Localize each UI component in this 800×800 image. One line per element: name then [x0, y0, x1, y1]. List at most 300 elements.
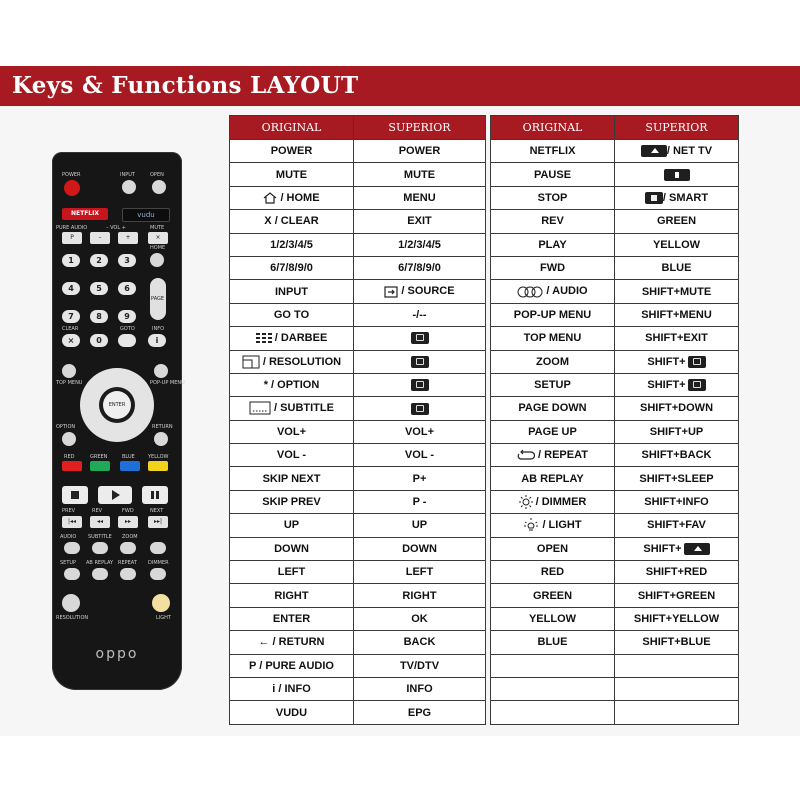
original-cell-text: ENTER: [272, 613, 311, 625]
original-cell: [491, 701, 615, 724]
table-row: [491, 677, 739, 700]
superior-cell-text: BLUE: [661, 262, 692, 275]
superior-cell-text: / SMART: [662, 191, 709, 204]
table-row: [230, 561, 486, 584]
superior-cell-text: BACK: [403, 636, 436, 649]
table-row: [230, 467, 486, 490]
superior-cell: [615, 256, 739, 279]
superior-cell-text: EXIT: [407, 215, 432, 228]
key-icon: [411, 403, 429, 415]
table-row: [230, 514, 486, 537]
original-cell: [491, 444, 615, 467]
original-cell-text: 1/2/3/4/5: [270, 238, 313, 251]
pure-audio-label: PURE AUDIO: [56, 225, 88, 231]
original-cell: [230, 561, 354, 584]
original-cell: [491, 163, 615, 186]
superior-cell: [615, 607, 739, 630]
superior-cell: [354, 561, 486, 584]
superior-cell-text: P -: [412, 496, 427, 509]
superior-cell-text: SHIFT+BLUE: [642, 636, 711, 649]
key-map-table-right: [490, 115, 739, 725]
info-label: INFO: [152, 326, 165, 332]
original-cell-text: / REPEAT: [538, 449, 588, 462]
header-original: ORIGINAL: [491, 116, 615, 140]
stop-button: [62, 486, 88, 504]
play-button: [98, 486, 132, 504]
top-menu-button: [62, 364, 76, 378]
num-key-0: 0: [90, 334, 108, 347]
table-row: [491, 327, 739, 350]
original-cell-text: / DIMMER: [535, 495, 587, 508]
original-cell-text: i / INFO: [272, 683, 311, 696]
superior-cell: [615, 327, 739, 350]
netflix-button: NETFLIX: [62, 208, 108, 220]
superior-cell-text: SHIFT+INFO: [644, 496, 709, 509]
original-cell-text: PAGE UP: [528, 425, 577, 438]
original-cell: [230, 444, 354, 467]
original-cell-text: P / PURE AUDIO: [249, 659, 334, 672]
original-cell: [230, 210, 354, 233]
superior-cell-text: SHIFT+RED: [645, 566, 708, 579]
original-cell-text: / DARBEE: [274, 332, 328, 345]
original-cell-text: DOWN: [274, 542, 309, 555]
3d-button: [150, 542, 166, 554]
superior-cell-text: MENU: [403, 191, 436, 204]
superior-cell-text: SHIFT+YELLOW: [633, 613, 720, 625]
num-key-4: 4: [62, 282, 80, 295]
original-cell-text: OPEN: [536, 542, 569, 555]
pause-key-icon: [664, 169, 690, 181]
original-cell: [491, 373, 615, 396]
original-cell-text: POWER: [270, 145, 313, 158]
original-cell-text: BLUE: [537, 636, 568, 649]
superior-cell: [354, 701, 486, 724]
superior-cell: [615, 631, 739, 654]
superior-cell: [354, 256, 486, 279]
original-cell: [230, 350, 354, 373]
original-cell: [230, 163, 354, 186]
subtitle-icon: [249, 401, 271, 415]
num-key-9: 9: [118, 310, 136, 323]
prev-label: PREV: [62, 508, 76, 514]
option-label: OPTION: [56, 424, 76, 430]
original-cell-text: LEFT: [277, 566, 306, 579]
home-icon: [263, 192, 277, 204]
original-cell-text: UP: [283, 519, 300, 532]
option-button: [62, 432, 76, 446]
table-row: [491, 210, 739, 233]
original-cell-text: ZOOM: [536, 355, 569, 368]
original-cell-text: X / CLEAR: [264, 215, 319, 228]
key-map-table-left: [229, 115, 486, 725]
table-row: [491, 607, 739, 630]
superior-cell: [354, 631, 486, 654]
table-row: [491, 701, 739, 724]
superior-cell: [354, 327, 486, 350]
table-row: [491, 537, 739, 560]
key-icon: [411, 356, 429, 368]
original-cell-text: RIGHT: [274, 589, 309, 602]
superior-cell-text: EPG: [407, 706, 432, 719]
key-icon: [411, 379, 429, 391]
original-cell-text: SETUP: [534, 379, 571, 392]
key-icon: [411, 332, 429, 344]
repeat-button: [120, 568, 136, 580]
original-cell-text: / AUDIO: [546, 285, 588, 298]
superior-cell: [354, 163, 486, 186]
original-cell-text: 6/7/8/9/0: [270, 262, 313, 275]
superior-cell-text: TV/DTV: [399, 659, 440, 672]
original-cell-text: POP-UP MENU: [513, 308, 592, 321]
page-label: PAGE: [151, 296, 165, 302]
superior-cell: [354, 444, 486, 467]
table-row: [230, 607, 486, 630]
superior-cell: [354, 514, 486, 537]
table-row: [491, 420, 739, 443]
remote-control-image: [52, 152, 185, 690]
ab-replay-button: [92, 568, 108, 580]
superior-cell: [615, 163, 739, 186]
superior-cell: [615, 537, 739, 560]
audio-label: AUDIO: [60, 534, 77, 540]
superior-cell: [615, 303, 739, 326]
superior-cell: [354, 140, 486, 163]
table-row: [491, 467, 739, 490]
next-label: NEXT: [150, 508, 164, 514]
table-row: [230, 186, 486, 209]
superior-cell: [354, 280, 486, 303]
original-cell: [491, 537, 615, 560]
superior-cell: [354, 186, 486, 209]
popup-menu-button: [154, 364, 168, 378]
superior-cell: [615, 467, 739, 490]
superior-cell: [615, 373, 739, 396]
original-cell: [491, 607, 615, 630]
eject-key-icon: [684, 543, 710, 555]
original-cell: [230, 537, 354, 560]
table-row: [491, 584, 739, 607]
rev-label: REV: [92, 508, 103, 514]
superior-cell: [354, 303, 486, 326]
superior-cell: [615, 701, 739, 724]
original-cell: [230, 467, 354, 490]
table-row: [491, 163, 739, 186]
superior-cell-text: VOL+: [404, 425, 435, 438]
num-key-8: 8: [90, 310, 108, 323]
rev-button: ◂◂: [90, 516, 110, 528]
original-cell: [491, 677, 615, 700]
table-row: [491, 631, 739, 654]
table-row: [491, 350, 739, 373]
table-row: [491, 490, 739, 513]
table-row: [230, 163, 486, 186]
superior-cell-text: SHIFT+BACK: [641, 449, 712, 462]
original-cell: [491, 350, 615, 373]
num-key-1: 1: [62, 254, 80, 267]
original-cell-text: PAUSE: [533, 168, 572, 181]
original-cell-text: FWD: [539, 262, 566, 275]
home-button: [150, 253, 164, 267]
superior-cell-text: MUTE: [403, 168, 436, 181]
original-cell-text: TOP MENU: [523, 332, 582, 345]
mute-label: MUTE: [150, 225, 165, 231]
original-cell: [491, 140, 615, 163]
original-cell: [491, 420, 615, 443]
original-cell: [230, 654, 354, 677]
table-row: [230, 210, 486, 233]
original-cell-text: INPUT: [275, 285, 308, 298]
superior-cell: [615, 233, 739, 256]
table-row: [491, 303, 739, 326]
power-label: POWER: [62, 172, 81, 178]
superior-cell-text: / SOURCE: [401, 285, 455, 298]
original-cell: [230, 701, 354, 724]
header-original: ORIGINAL: [230, 116, 354, 140]
original-cell: [230, 584, 354, 607]
repeat-icon: [517, 449, 535, 461]
original-cell-text: NETFLIX: [529, 145, 576, 158]
superior-cell: [354, 210, 486, 233]
original-cell-text: / LIGHT: [542, 519, 582, 532]
superior-cell: [354, 420, 486, 443]
num-key-3: 3: [118, 254, 136, 267]
original-cell: [491, 327, 615, 350]
clear-button: ×: [62, 334, 80, 347]
red-key: [62, 461, 82, 471]
pause-button: [142, 486, 168, 504]
prev-button: |◂◂: [62, 516, 82, 528]
superior-cell: [354, 654, 486, 677]
original-cell: [230, 397, 354, 420]
original-cell: [230, 373, 354, 396]
table-row: [230, 631, 486, 654]
top-menu-label: TOP MENU: [56, 380, 83, 386]
superior-cell: [615, 444, 739, 467]
original-cell-text: VOL+: [276, 425, 307, 438]
goto-button: [118, 334, 136, 347]
original-cell: [491, 631, 615, 654]
original-cell-text: MUTE: [275, 168, 308, 181]
table-row: [230, 233, 486, 256]
blue-label: BLUE: [122, 454, 135, 460]
table-row: [491, 654, 739, 677]
goto-label: GOTO: [120, 326, 135, 332]
setup-button: [64, 568, 80, 580]
zoom-label: ZOOM: [122, 534, 138, 540]
superior-cell-text: RIGHT: [402, 589, 437, 602]
table-row: [491, 397, 739, 420]
superior-cell-text: 1/2/3/4/5: [398, 238, 441, 251]
superior-cell-text: SHIFT+FAV: [647, 519, 706, 532]
home-label: HOME: [150, 245, 166, 251]
yellow-label: YELLOW: [148, 454, 169, 460]
vol-down-button: –: [90, 232, 110, 244]
table-row: [491, 444, 739, 467]
superior-cell: [354, 584, 486, 607]
yellow-key: [148, 461, 168, 471]
superior-cell-text: SHIFT+UP: [649, 425, 704, 438]
superior-cell: [615, 654, 739, 677]
table-row: [230, 537, 486, 560]
original-cell: [230, 490, 354, 513]
original-cell-text: GO TO: [273, 308, 310, 321]
superior-cell: [354, 350, 486, 373]
superior-cell-text: SHIFT+MUTE: [641, 285, 712, 298]
resolution-label: RESOLUTION: [56, 615, 89, 621]
light-button: [152, 594, 170, 612]
darbee-icon: [256, 333, 272, 343]
original-cell: [230, 280, 354, 303]
table-row: [230, 701, 486, 724]
superior-cell: [615, 584, 739, 607]
superior-cell-text: INFO: [406, 683, 433, 696]
original-cell: [491, 584, 615, 607]
clear-label: CLEAR: [62, 326, 79, 332]
superior-cell: [354, 397, 486, 420]
key-icon: [688, 356, 706, 368]
eject-key-icon: [641, 145, 667, 157]
next-button: ▸▸|: [148, 516, 168, 528]
table-row: [230, 140, 486, 163]
original-cell-text: / SUBTITLE: [274, 402, 334, 415]
original-cell: [491, 490, 615, 513]
fwd-button: ▸▸: [118, 516, 138, 528]
table-row: [491, 280, 739, 303]
light-icon: [523, 518, 539, 532]
source-icon: [384, 286, 398, 298]
light-label: LIGHT: [156, 615, 171, 621]
superior-cell: [615, 420, 739, 443]
green-key: [90, 461, 110, 471]
return-label: RETURN: [152, 424, 173, 430]
superior-cell: [615, 397, 739, 420]
table-row: [230, 327, 486, 350]
vudu-button: vudu: [122, 208, 170, 222]
vol-label: – VOL +: [106, 225, 126, 231]
resolution-icon: [242, 355, 260, 369]
superior-cell-text: / NET TV: [666, 145, 713, 158]
superior-cell: [354, 233, 486, 256]
superior-cell: [354, 373, 486, 396]
header-banner: [0, 66, 800, 106]
superior-cell: [354, 490, 486, 513]
original-cell: [491, 514, 615, 537]
original-cell: [491, 280, 615, 303]
resolution-button: [62, 594, 80, 612]
page-title: Keys & Functions LAYOUT: [12, 72, 359, 99]
num-key-6: 6: [118, 282, 136, 295]
superior-cell-text: SHIFT+SLEEP: [639, 472, 714, 485]
superior-cell-text: GREEN: [656, 215, 697, 228]
table-row: [491, 514, 739, 537]
audio-icon: [517, 286, 543, 298]
superior-cell-text: OK: [411, 613, 428, 625]
original-cell: [491, 654, 615, 677]
original-cell: [491, 186, 615, 209]
superior-cell-text: POWER: [398, 145, 441, 158]
original-cell: [230, 256, 354, 279]
superior-cell: [615, 561, 739, 584]
original-cell-text: SKIP NEXT: [262, 472, 321, 485]
table-row: [230, 490, 486, 513]
original-cell-text: REV: [541, 215, 564, 228]
table-row: [491, 373, 739, 396]
header-superior: SUPERIOR: [615, 116, 739, 140]
original-cell: [230, 514, 354, 537]
dimmer-icon: [519, 495, 533, 509]
input-label: INPUT: [120, 172, 135, 178]
brand-logo: oppo: [95, 646, 139, 662]
original-cell-text: / RESOLUTION: [262, 355, 342, 368]
table-row: [230, 654, 486, 677]
original-cell-text: ← / RETURN: [258, 636, 325, 649]
table-row: [230, 373, 486, 396]
original-cell-text: GREEN: [532, 589, 573, 602]
table-row: [230, 256, 486, 279]
table-row: [230, 444, 486, 467]
superior-cell-text: SHIFT+MENU: [641, 308, 712, 321]
blue-key: [120, 461, 140, 471]
original-cell: [491, 256, 615, 279]
enter-button: ENTER: [103, 391, 131, 419]
table-row: [230, 420, 486, 443]
open-button: [152, 180, 166, 194]
original-cell: [230, 327, 354, 350]
open-label: OPEN: [150, 172, 164, 178]
ab-replay-label: AB REPLAY: [86, 560, 114, 566]
superior-cell-text: P+: [412, 472, 427, 485]
setup-label: SETUP: [60, 560, 77, 566]
header-superior: SUPERIOR: [354, 116, 486, 140]
superior-cell: [615, 186, 739, 209]
popup-menu-label: POP-UP MENU: [150, 380, 185, 386]
superior-cell: [615, 350, 739, 373]
superior-cell: [615, 677, 739, 700]
superior-cell-text: YELLOW: [652, 238, 701, 251]
input-button: [122, 180, 136, 194]
table-row: [491, 140, 739, 163]
original-cell-text: * / OPTION: [263, 379, 320, 392]
subtitle-label: SUBTITLE: [88, 534, 112, 540]
original-cell: [230, 140, 354, 163]
original-cell: [230, 186, 354, 209]
original-cell-text: / HOME: [280, 191, 320, 204]
original-cell-text: AB REPLAY: [521, 472, 584, 485]
superior-cell: [615, 140, 739, 163]
original-cell: [230, 233, 354, 256]
subtitle-button: [92, 542, 108, 554]
original-cell-text: PLAY: [538, 238, 567, 251]
num-key-2: 2: [90, 254, 108, 267]
num-key-7: 7: [62, 310, 80, 323]
superior-cell: [354, 677, 486, 700]
superior-cell-text: 6/7/8/9/0: [398, 262, 441, 275]
table-row: [230, 350, 486, 373]
green-label: GREEN: [90, 454, 108, 460]
superior-cell-text: UP: [411, 519, 428, 532]
superior-cell: [354, 607, 486, 630]
superior-cell-text: SHIFT+: [647, 379, 686, 392]
original-cell: [491, 561, 615, 584]
original-cell: [491, 397, 615, 420]
dimmer-button: [150, 568, 166, 580]
superior-cell: [354, 537, 486, 560]
original-cell: [230, 607, 354, 630]
stop-key-icon: [645, 192, 663, 204]
power-button: [64, 180, 80, 196]
superior-cell: [615, 514, 739, 537]
table-row: [230, 584, 486, 607]
